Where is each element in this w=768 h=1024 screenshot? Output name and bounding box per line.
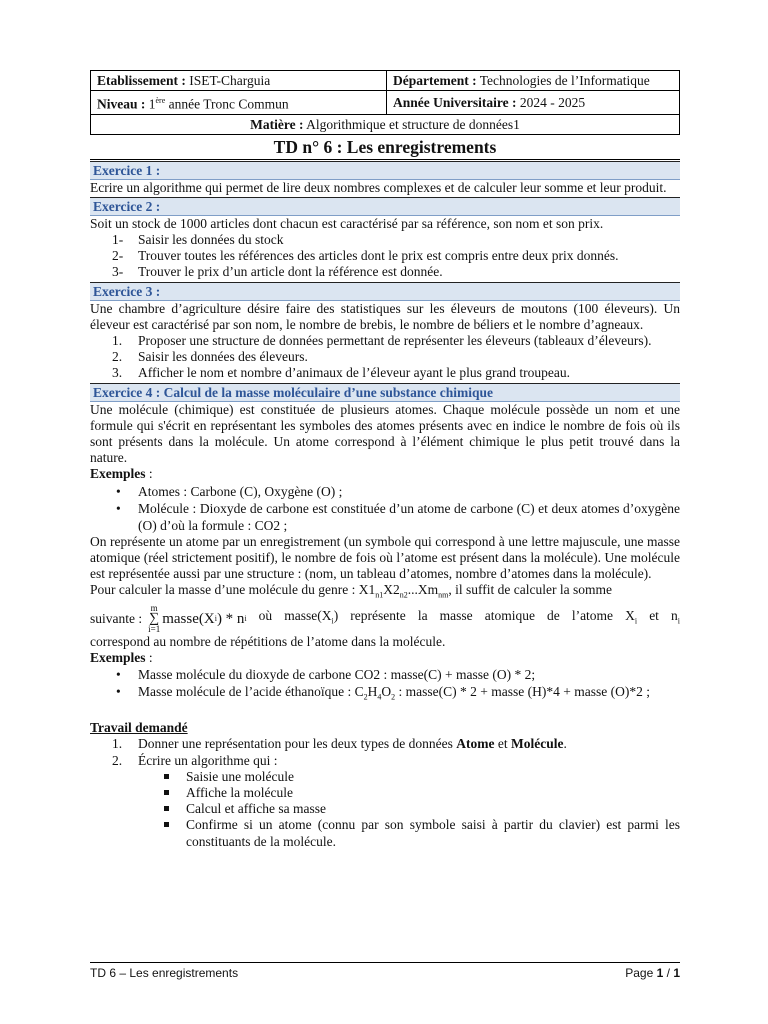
square-bullet-icon	[164, 774, 169, 779]
para3-sub-1: n1	[375, 590, 384, 600]
list-item	[90, 264, 680, 280]
list-item	[90, 753, 680, 769]
formula-lead: suivante :	[90, 610, 143, 626]
list-item	[90, 801, 680, 817]
exemples2-list	[90, 666, 680, 706]
list-item-number: 1-	[112, 231, 124, 247]
niveau-value-num: 1	[148, 96, 156, 112]
para3-text-b: X2	[383, 582, 400, 598]
para3-text-a: Pour calculer la masse d’une molécule du genre : X1	[90, 582, 376, 598]
list-item-text: Calcul et affiche sa masse	[186, 801, 326, 817]
exercise-1-heading: Exercice 1 :	[90, 161, 680, 180]
exercise-4-para2: On représente un atome par un enregistrement (un symbole qui correspond à une lettre majuscule, une masse atomique (réel strictement positif), le nombre de fois où l’atome est présent dans la molécule). Une molécule est représentée aussi par une structure : (nom, un tableau d’atomes, nombre d’atomes dans la molécule).	[90, 533, 680, 581]
departement-cell	[387, 71, 680, 91]
t1-text-end: .	[563, 736, 567, 752]
formula-tail-sub: i	[331, 616, 334, 626]
formula-tail-sub2: i	[634, 616, 638, 626]
list-item-text: Saisir les données des éleveurs.	[138, 349, 308, 365]
list-item	[90, 683, 680, 706]
page-current: 1	[656, 966, 664, 980]
exercise-4-intro: Une molécule (chimique) est constituée de plusieurs atomes. Chaque molécule possède un nom et une formule qui s'écrit en représentant les symboles des atomes présents avec en indice le nombre de fois où ils sont présents dans la molécule. Un atome correspond à l’élément chimique le plus petit trouvé dans la nature.	[90, 401, 680, 466]
exemples-label: Exemples	[90, 466, 146, 482]
square-bullet-icon	[164, 822, 169, 827]
t1-text-a: Donner une représentation pour les deux types de données	[138, 736, 457, 752]
exercise-4-heading: Exercice 4 : Calcul de la masse moléculaire d’une substance chimique	[90, 383, 680, 402]
list-item	[90, 349, 680, 365]
departement-value: Technologies de l’Informatique	[479, 73, 650, 88]
list-item-text: Afficher le nom et nombre d’animaux de l’éleveur ayant le plus grand troupeau.	[138, 365, 570, 381]
para3-sub-3: nm	[438, 590, 449, 600]
list-item-text-a: Masse molécule de l’acide éthanoïque : C	[138, 684, 364, 700]
list-item	[90, 248, 680, 264]
list-item	[90, 666, 680, 683]
matiere-value: Algorithmique et structure de données1	[306, 116, 520, 132]
footer-title: TD 6 – Les enregistrements	[90, 966, 239, 980]
sum-formula-line	[90, 604, 680, 634]
matiere-label: Matière :	[250, 116, 304, 132]
list-item	[90, 736, 680, 752]
exercise-2-list	[90, 232, 680, 281]
sum-lower-bound: i=1	[148, 624, 161, 635]
bullet-icon: •	[116, 667, 121, 683]
exercise-2-heading: Exercice 2 :	[90, 197, 680, 216]
list-item	[90, 785, 680, 801]
list-item-text: Écrire un algorithme qui :	[138, 752, 278, 768]
list-item-text: Trouver toutes les références des articles dont le prix est compris entre deux prix donnés.	[138, 248, 619, 264]
niveau-value-rest: année Tronc Commun	[168, 96, 289, 112]
document-page	[90, 70, 680, 850]
list-item	[90, 483, 680, 500]
annee-cell	[387, 91, 680, 115]
page-sep: /	[663, 966, 674, 980]
formula-expr2: ) * n	[216, 610, 245, 627]
exemples2-heading	[90, 650, 680, 666]
niveau-cell	[91, 91, 387, 115]
bullet-icon: •	[116, 483, 121, 499]
sum-icon: ∑	[149, 611, 160, 627]
formula-tail-c: et n	[649, 608, 678, 624]
annee-value: 2024 - 2025	[519, 94, 586, 110]
list-item-text: Trouver le prix d’un article dont la référence est donnée.	[138, 264, 443, 280]
para3-text-d: , il suffit de calculer la somme	[448, 582, 612, 598]
list-item-sub-2: 4	[377, 693, 382, 703]
exercise-2-text: Soit un stock de 1000 articles dont chacun est caractérisé par sa référence, son nom et son prix.	[90, 215, 604, 231]
formula-sub-i2: i	[244, 613, 247, 623]
t1-text-atome: Atome	[456, 736, 495, 752]
para3-text-c: ...Xm	[407, 582, 439, 598]
list-item-number: 1.	[112, 736, 123, 752]
page-title: TD n° 6 : Les enregistrements	[90, 136, 680, 160]
t1-text-molecule: Molécule	[511, 736, 564, 752]
list-item-number: 1.	[112, 332, 123, 348]
sum-formula	[148, 604, 247, 634]
list-item	[90, 500, 680, 534]
exemples-list	[90, 483, 680, 534]
list-item-text: Masse molécule du dioxyde de carbone CO2 : masse(C) + masse (O) * 2;	[138, 667, 536, 683]
exercise-3-heading: Exercice 3 :	[90, 282, 680, 301]
formula-tail-sub3: i	[677, 616, 680, 626]
departement-label: Département :	[393, 73, 477, 88]
list-item-number: 3.	[112, 365, 123, 381]
exemples2-label: Exemples	[90, 650, 146, 666]
list-item-number: 2-	[112, 248, 124, 264]
t1-text-et: et	[494, 736, 512, 752]
page-footer	[90, 962, 680, 980]
etablissement-label: Etablissement :	[97, 73, 186, 88]
list-item	[90, 333, 680, 349]
etablissement-cell	[91, 71, 387, 91]
list-item-text-c: O	[381, 684, 392, 700]
formula-tail-b: ) représente la masse atomique de l’atome X	[333, 608, 635, 624]
niveau-value-sup: ère	[155, 96, 166, 105]
sum-upper-bound: m	[150, 603, 158, 614]
page-label: Page	[625, 966, 657, 980]
header-table	[90, 70, 680, 135]
square-bullet-icon	[164, 806, 169, 811]
list-item-text-d: : masse(C) * 2 + masse (H)*4 + masse (O)*2 ;	[395, 684, 650, 700]
list-item-text: Molécule : Dioxyde de carbone est constituée d’un atome de carbone (C) et deux atomes d’oxygène (O) d’où la formule : CO2 ;	[138, 500, 680, 533]
exercise-3-text: Une chambre d’agriculture désire faire des statistiques sur les éleveurs de moutons (100 éleveurs). Un éleveur est caractérisé par son nom, le nombre de brebis, le nombre de béliers et le nombre d’agneaux.	[90, 300, 680, 332]
formula-tail-a: où masse(X	[258, 608, 332, 624]
formula-sub-i: i	[214, 613, 217, 623]
exemples-heading	[90, 466, 680, 482]
list-item-sub-1: 2	[363, 693, 368, 703]
list-item-number: 2.	[112, 349, 123, 365]
list-item-number: 2.	[112, 752, 123, 768]
matiere-cell	[91, 114, 680, 134]
square-bullet-icon	[164, 790, 169, 795]
list-item-text: Affiche la molécule	[186, 784, 293, 800]
travail-sublist	[90, 769, 680, 850]
exercise-1-text: Ecrire un algorithme qui permet de lire deux nombres complexes et de calculer leur somme et leur produit.	[90, 179, 667, 195]
exemples2-suffix: :	[145, 650, 153, 666]
para3-sub-2: n2	[399, 590, 408, 600]
travail-label: Travail demandé	[90, 720, 188, 736]
list-item-sub-3: 2	[391, 693, 396, 703]
travail-heading	[90, 720, 680, 736]
exercise-4-para4: correspond au nombre de répétitions de l’atome dans la molécule.	[90, 634, 446, 650]
list-item-text: Confirme si un atome (connu par son symbole saisi à partir du clavier) est parmi les constituants de la molécule.	[186, 817, 680, 849]
exercise-4-para3	[90, 582, 680, 604]
page-number	[625, 966, 680, 980]
etablissement-value: ISET-Charguia	[189, 73, 271, 88]
formula-tail	[259, 608, 680, 630]
travail-list	[90, 736, 680, 768]
list-item-text: Saisie une molécule	[186, 768, 294, 784]
bullet-icon: •	[116, 684, 121, 700]
page-total: 1	[673, 966, 680, 980]
formula-expr: masse(X	[162, 610, 215, 627]
exemples-suffix: :	[145, 466, 153, 482]
list-item-text: Proposer une structure de données permettant de représenter les éleveurs (tableaux d’éleveurs).	[138, 332, 652, 348]
bullet-icon: •	[116, 500, 121, 516]
list-item	[90, 365, 680, 381]
list-item-text: Saisir les données du stock	[138, 231, 284, 247]
annee-label: Année Universitaire :	[393, 94, 517, 110]
exercise-3-list	[90, 333, 680, 382]
list-item	[90, 769, 680, 785]
list-item	[90, 232, 680, 248]
list-item-text: Atomes : Carbone (C), Oxygène (O) ;	[138, 483, 343, 499]
sum-symbol-block	[148, 604, 160, 634]
list-item-number: 3-	[112, 264, 124, 280]
niveau-label: Niveau :	[97, 96, 146, 112]
list-item	[90, 817, 680, 849]
list-item-text-b: H	[367, 684, 378, 700]
